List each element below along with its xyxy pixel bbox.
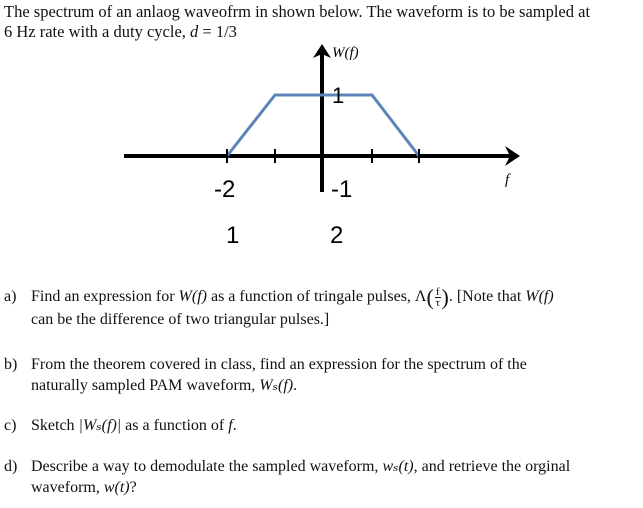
intro-line-2-prefix: 6 Hz rate with a duty cycle, <box>4 22 191 41</box>
question-d-line-1 <box>31 456 640 477</box>
intro-line-2 <box>4 22 640 42</box>
math-variable: W(f) <box>525 288 554 305</box>
problem-intro <box>4 2 640 42</box>
question-body <box>31 415 640 436</box>
question-text: . <box>293 377 298 394</box>
y-axis-label: W(f) <box>332 45 359 61</box>
math-variable: f <box>228 417 233 434</box>
fraction <box>435 287 441 308</box>
peak-value-label: 1 <box>332 83 345 108</box>
spectrum-figure <box>110 42 530 252</box>
fraction-numerator: f <box>435 285 440 298</box>
question-text: . [Note that <box>448 288 526 305</box>
question-letter: b) <box>4 356 18 373</box>
tick-label-minus-2: -2 <box>214 176 236 203</box>
spectrum-plot <box>110 42 530 252</box>
question-text: as a function of tringale pulses, Λ <box>206 288 427 305</box>
tick-label-minus-1: -1 <box>331 176 353 203</box>
question-b-line-1: From the theorem covered in class, find an expression for the spectrum of the <box>31 356 527 373</box>
question-text: . <box>232 417 237 434</box>
question-text: waveform, <box>31 479 104 496</box>
question-body <box>31 286 640 330</box>
intro-line-2-suffix: = 1/3 <box>198 22 237 41</box>
duty-cycle-variable: d <box>190 22 199 41</box>
question-a-line-2: can be the difference of two triangular pulses.] <box>31 310 330 328</box>
question-b-line-2 <box>31 375 640 396</box>
question-d-line-2 <box>31 477 640 498</box>
math-variable: W(f) <box>178 288 207 305</box>
question-a-line-1 <box>31 286 640 308</box>
question-c-line-1 <box>31 415 640 436</box>
question-text: Describe a way to demodulate the sampled waveform, <box>31 458 383 475</box>
intro-line-1: The spectrum of an anlaog waveofrm in shown below. The waveform is to be sampled at <box>4 2 591 21</box>
question-text: ? <box>129 479 137 496</box>
close-paren: ) <box>441 284 449 310</box>
math-variable: wₛ(t) <box>382 458 414 475</box>
open-paren: ( <box>426 284 434 310</box>
tick-label-1: 1 <box>226 222 240 249</box>
question-body <box>31 456 640 498</box>
question-text: naturally sampled PAM waveform, <box>31 377 260 394</box>
question-text: , and retrieve the orginal <box>413 458 571 475</box>
math-variable: |Wₛ(f)| <box>78 417 122 434</box>
fraction-denominator: τ <box>435 296 440 309</box>
question-letter: a) <box>4 288 17 305</box>
math-variable: w(t) <box>103 479 130 496</box>
x-axis-label: f <box>505 172 510 188</box>
math-variable: Wₛ(f) <box>259 377 294 394</box>
question-text: Sketch <box>31 417 79 434</box>
question-text: Find an expression for <box>31 288 179 305</box>
question-body <box>31 354 640 396</box>
question-text: as a function of <box>121 417 229 434</box>
tick-label-2: 2 <box>330 222 344 249</box>
question-letter: d) <box>4 458 18 475</box>
question-letter: c) <box>4 417 17 434</box>
